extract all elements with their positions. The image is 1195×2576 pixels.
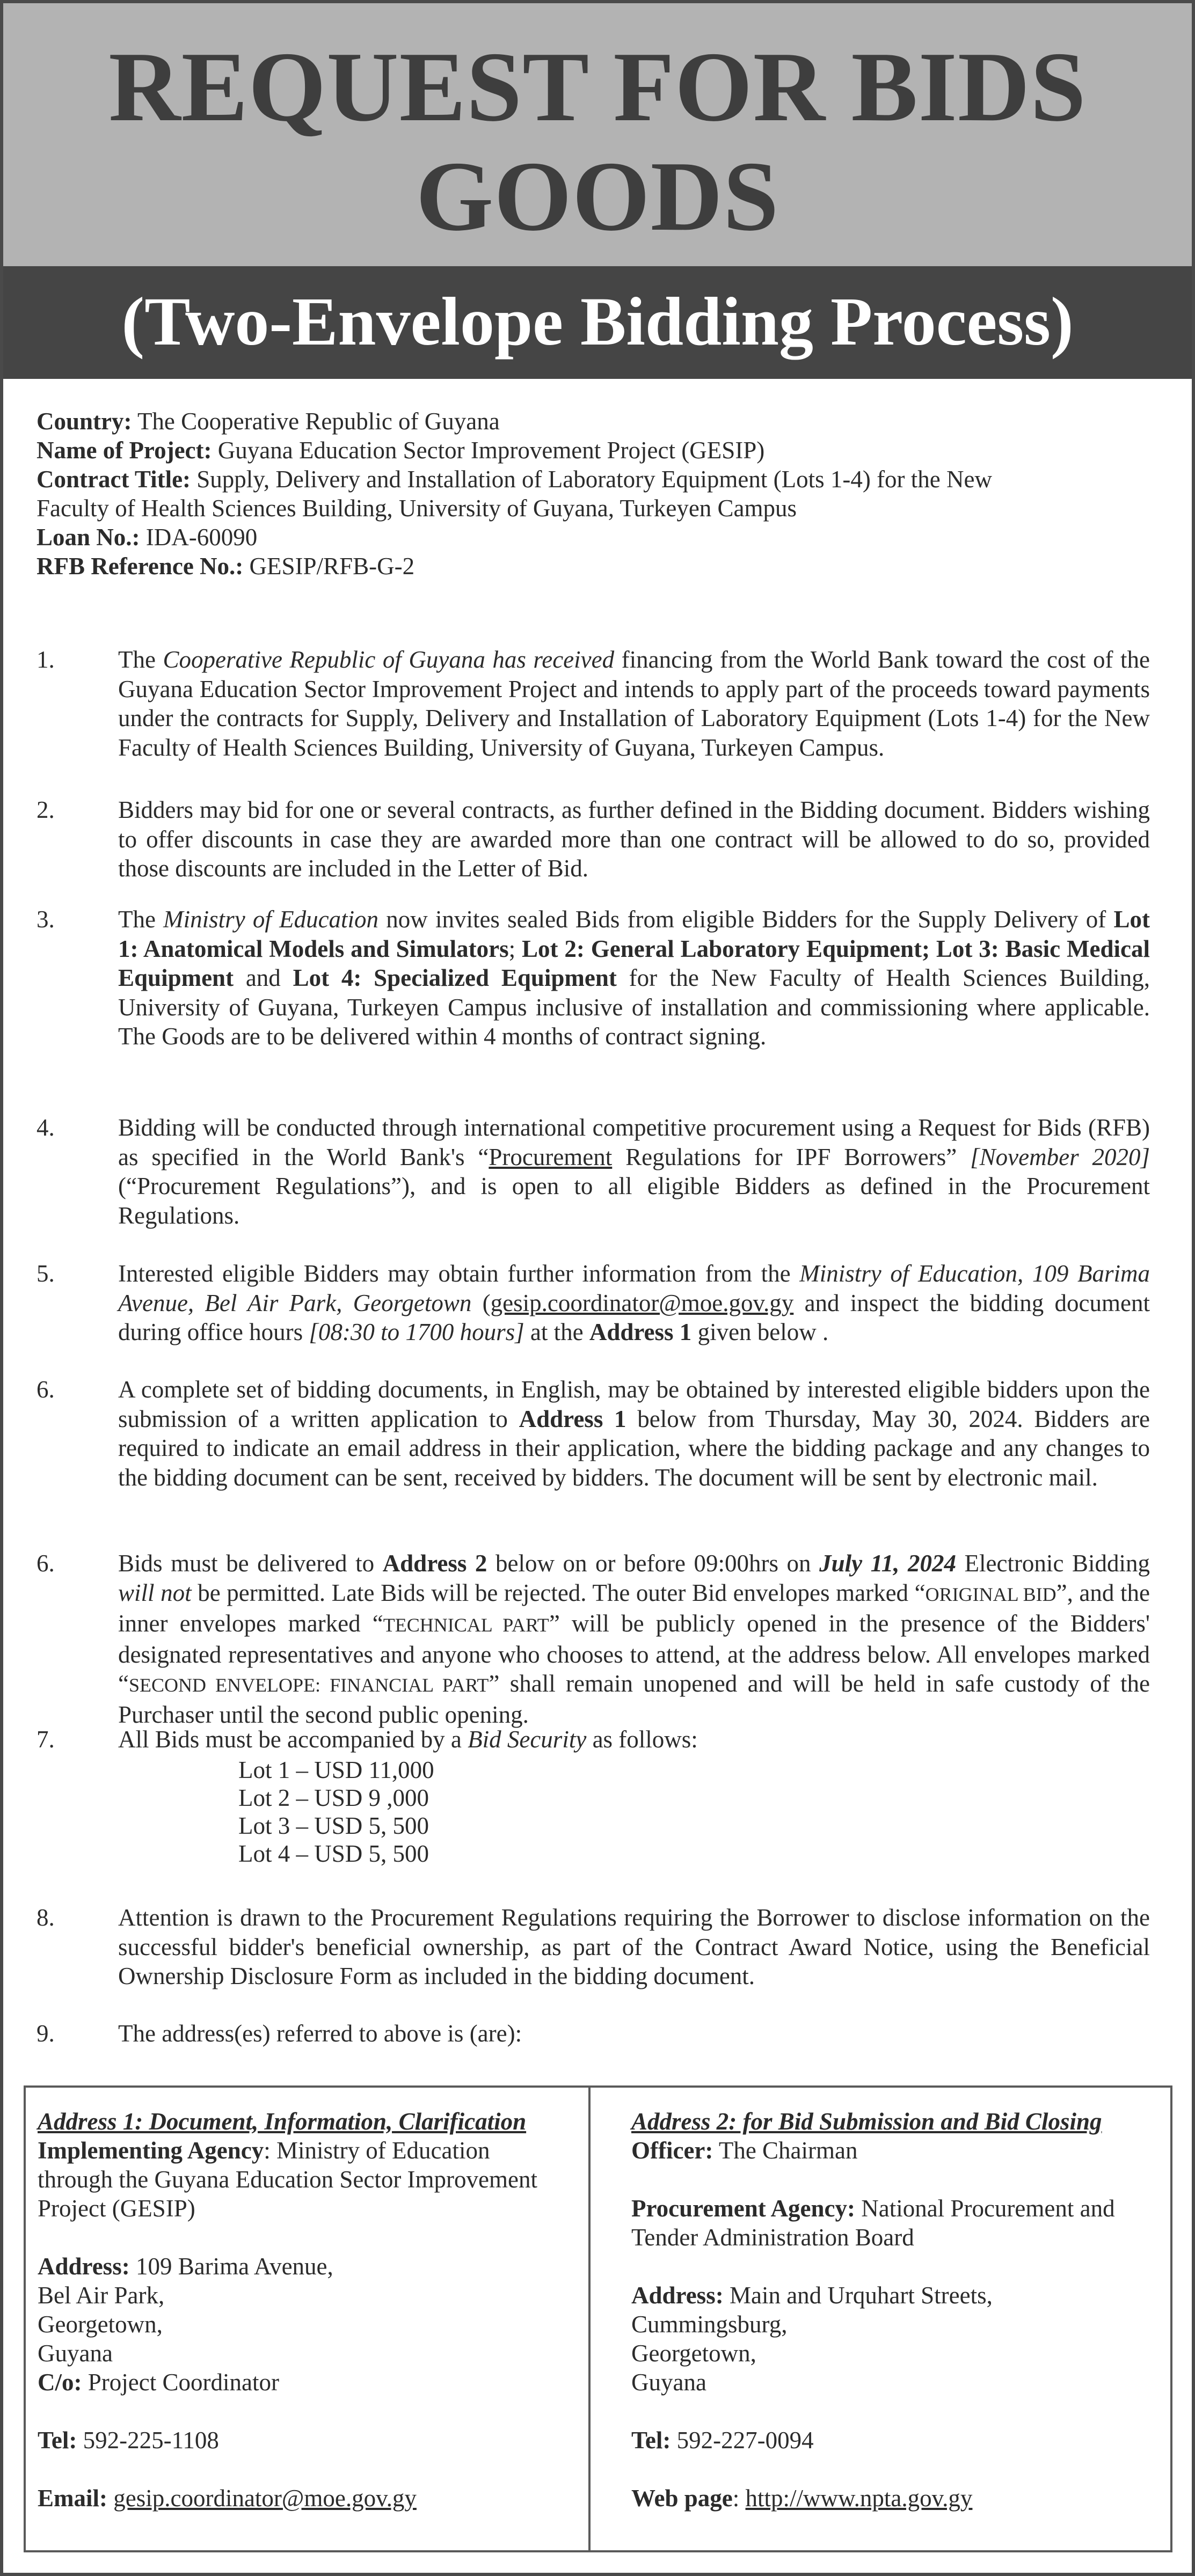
- country-line: Country: The Cooperative Republic of Guyana: [37, 408, 500, 435]
- rfb-line: RFB Reference No.: GESIP/RFB-G-2: [37, 553, 415, 580]
- lot-3-security: Lot 3 – USD 5, 500: [238, 1812, 429, 1839]
- contract-line-2: Faculty of Health Sciences Building, University of Guyana, Turkeyen Campus: [37, 495, 797, 522]
- npta-web-link[interactable]: http://www.npta.gov.gy: [745, 2485, 973, 2512]
- project-line: Name of Project: Guyana Education Sector Improvement Project (GESIP): [37, 437, 765, 464]
- lot-2-security: Lot 2 – USD 9 ,000: [238, 1784, 429, 1811]
- lot-1-security: Lot 1 – USD 11,000: [238, 1757, 434, 1783]
- subtitle: (Two-Envelope Bidding Process): [121, 283, 1074, 360]
- bid-security-list: [238, 1756, 434, 1868]
- title-line-2: GOODS: [416, 141, 779, 252]
- contract-line: Contract Title: Supply, Delivery and Installation of Laboratory Equipment (Lots 1-4) for the New: [37, 466, 992, 493]
- address-1-email-link[interactable]: gesip.coordinator@moe.gov.gy: [113, 2485, 417, 2512]
- title-line-1: REQUEST FOR BIDS: [108, 32, 1087, 142]
- loan-line: Loan No.: IDA-60090: [37, 524, 258, 551]
- address-1-heading: Address 1: Document, Information, Clarification: [38, 2108, 527, 2135]
- coordinator-email-link[interactable]: gesip.coordinator@moe.gov.gy: [490, 1289, 794, 1316]
- address-2: Address 2: for Bid Submission and Bid Closing Officer: The Chairman Procurement Agency: National Procurement and Tender Administration Board Address: Main and Urquhart Streets, Cummingsburg, Georgetown, Guyana Tel: 592-227-0094 Web page: http://www.npta.gov.gy: [631, 2108, 1115, 2512]
- address-2-heading: Address 2: for Bid Submission and Bid Closing: [631, 2108, 1102, 2135]
- address-divider: [588, 2085, 591, 2552]
- lot-4-security: Lot 4 – USD 5, 500: [238, 1840, 429, 1867]
- address-1: Address 1: Document, Information, Clarification Implementing Agency: Ministry of Education through the Guyana Education Sector Improvement Project (GESIP) Address: 109 Barima Avenue, Bel Air Park, Georgetown, Guyana C/o: Project Coordinator Tel: 592-225-1108 Email: gesip.coordinator@moe.gov.gy: [38, 2108, 537, 2512]
- project-info: [37, 407, 1158, 581]
- rfb-notice: REQUEST FOR BIDS GOODS (Two-Envelope Bidding Process) Country: The Cooperative Republic of Guyana Name of Project: Guyana Education Sector Improvement Project (GESIP) Contract Title: Supply, Delivery and Installation of Laboratory Equipment (Lots 1-4) for the New Faculty of Health Sciences Building, University of Guyana, Turkeyen Campus Loan No.: IDA-60090 RFB Reference No.: GESIP/RFB-G-2 1. The Cooperative Republic of Guyana has received financing from the World Bank toward the cost of the Guyana Education Sector Improvement Project and intends to apply part of the proceeds toward payments under the contracts for Supply, Delivery and Installation of Laboratory Equipment (Lots 1-4) for the New Faculty of Health Sciences Building, University of Guyana, Turkeyen Campus. 2. Bidders may bid for one or several contracts, as further defined in the Bidding document. Bidders wishing to offer discounts in case they are awarded more than one contract will be allowed to do so, provided those discounts are included in the Letter of Bid. 3. The Ministry of Education now invites sealed Bids from eligible Bidders for the Supply Delivery of Lot 1: Anatomical Models and Simulators; Lot 2: General Laboratory Equipment; Lot 3: Basic Medical Equipment and Lot 4: Specialized Equipment for the New Faculty of Health Sciences Building, University of Guyana, Turkeyen Campus inclusive of installation and commissioning where applicable. The Goods are to be delivered within 4 months of contract signing. 4. Bidding will be conducted through international competitive procurement using a Request for Bids (RFB) as specified in the World Bank's “Procurement Regulations for IPF Borrowers” [November 2020] (“Procurement Regulations”), and is open to all eligible Bidders as defined in the Procurement Regulations. 5. Interested eligible Bidders may obtain further information from the Ministry of Education, 109 Barima Avenue, Bel Air Park, Georgetown (gesip.coordinator@moe.gov.gy and inspect the bidding document during office hours [08:30 to 1700 hours] at the Address 1 given below . 6. A complete set of bidding documents, in English, may be obtained by interested eligible bidders upon the submission of a written application to Address 1 below from Thursday, May 30, 2024. Bidders are required to indicate an email address in their application, where the bidding package and any changes to the bidding document can be sent, received by bidders. The document will be sent by electronic mail. 6. Bids must be delivered to Address 2 below on or before 09:00hrs on July 11, 2024 Electronic Bidding will not be permitted. Late Bids will be rejected. The outer Bid envelopes marked “ORIGINAL BID”, and the inner envelopes marked “TECHNICAL PART” will be publicly opened in the presence of the Bidders' designated representatives and anyone who chooses to attend, at the address below. All envelopes marked “SECOND ENVELOPE: FINANCIAL PART” shall remain unopened and will be held in safe custody of the Purchaser until the second public opening. 7. All Bids must be accompanied by a Bid Security as follows: Lot 1 – USD 11,000 Lot 2 – USD 9 ,000 Lot 3 – USD 5, 500 Lot 4 – USD 5, 500 8. Attention is drawn to the Procurement Regulations requiring the Borrower to disclose information on the successful bidder's beneficial ownership, as part of the Contract Award Notice, using the Beneficial Ownership Disclosure Form as included in the bidding document. 9. The address(es) referred to above is (are): Address 1: Document, Information, Clarification Implementing Agency: Ministry of Education through the Guyana Education Sector Improvement Project (GESIP) Address: 109 Barima Avenue, Bel Air Park, Georgetown, Guyana C/o: Project Coordinator Tel: 592-225-1108 Email: gesip.coordinator@moe.gov.gy Address 2: for Bid Submission and Bid Closing Officer: The Chairman Procurement Agency: National Procurement and Tender Administration Board Address: Main and Urquhart Streets, Cummingsburg, Georgetown, Guyana Tel: 592-227-0094 Web page: http://www.npta.gov.gy: [0, 0, 1195, 2576]
